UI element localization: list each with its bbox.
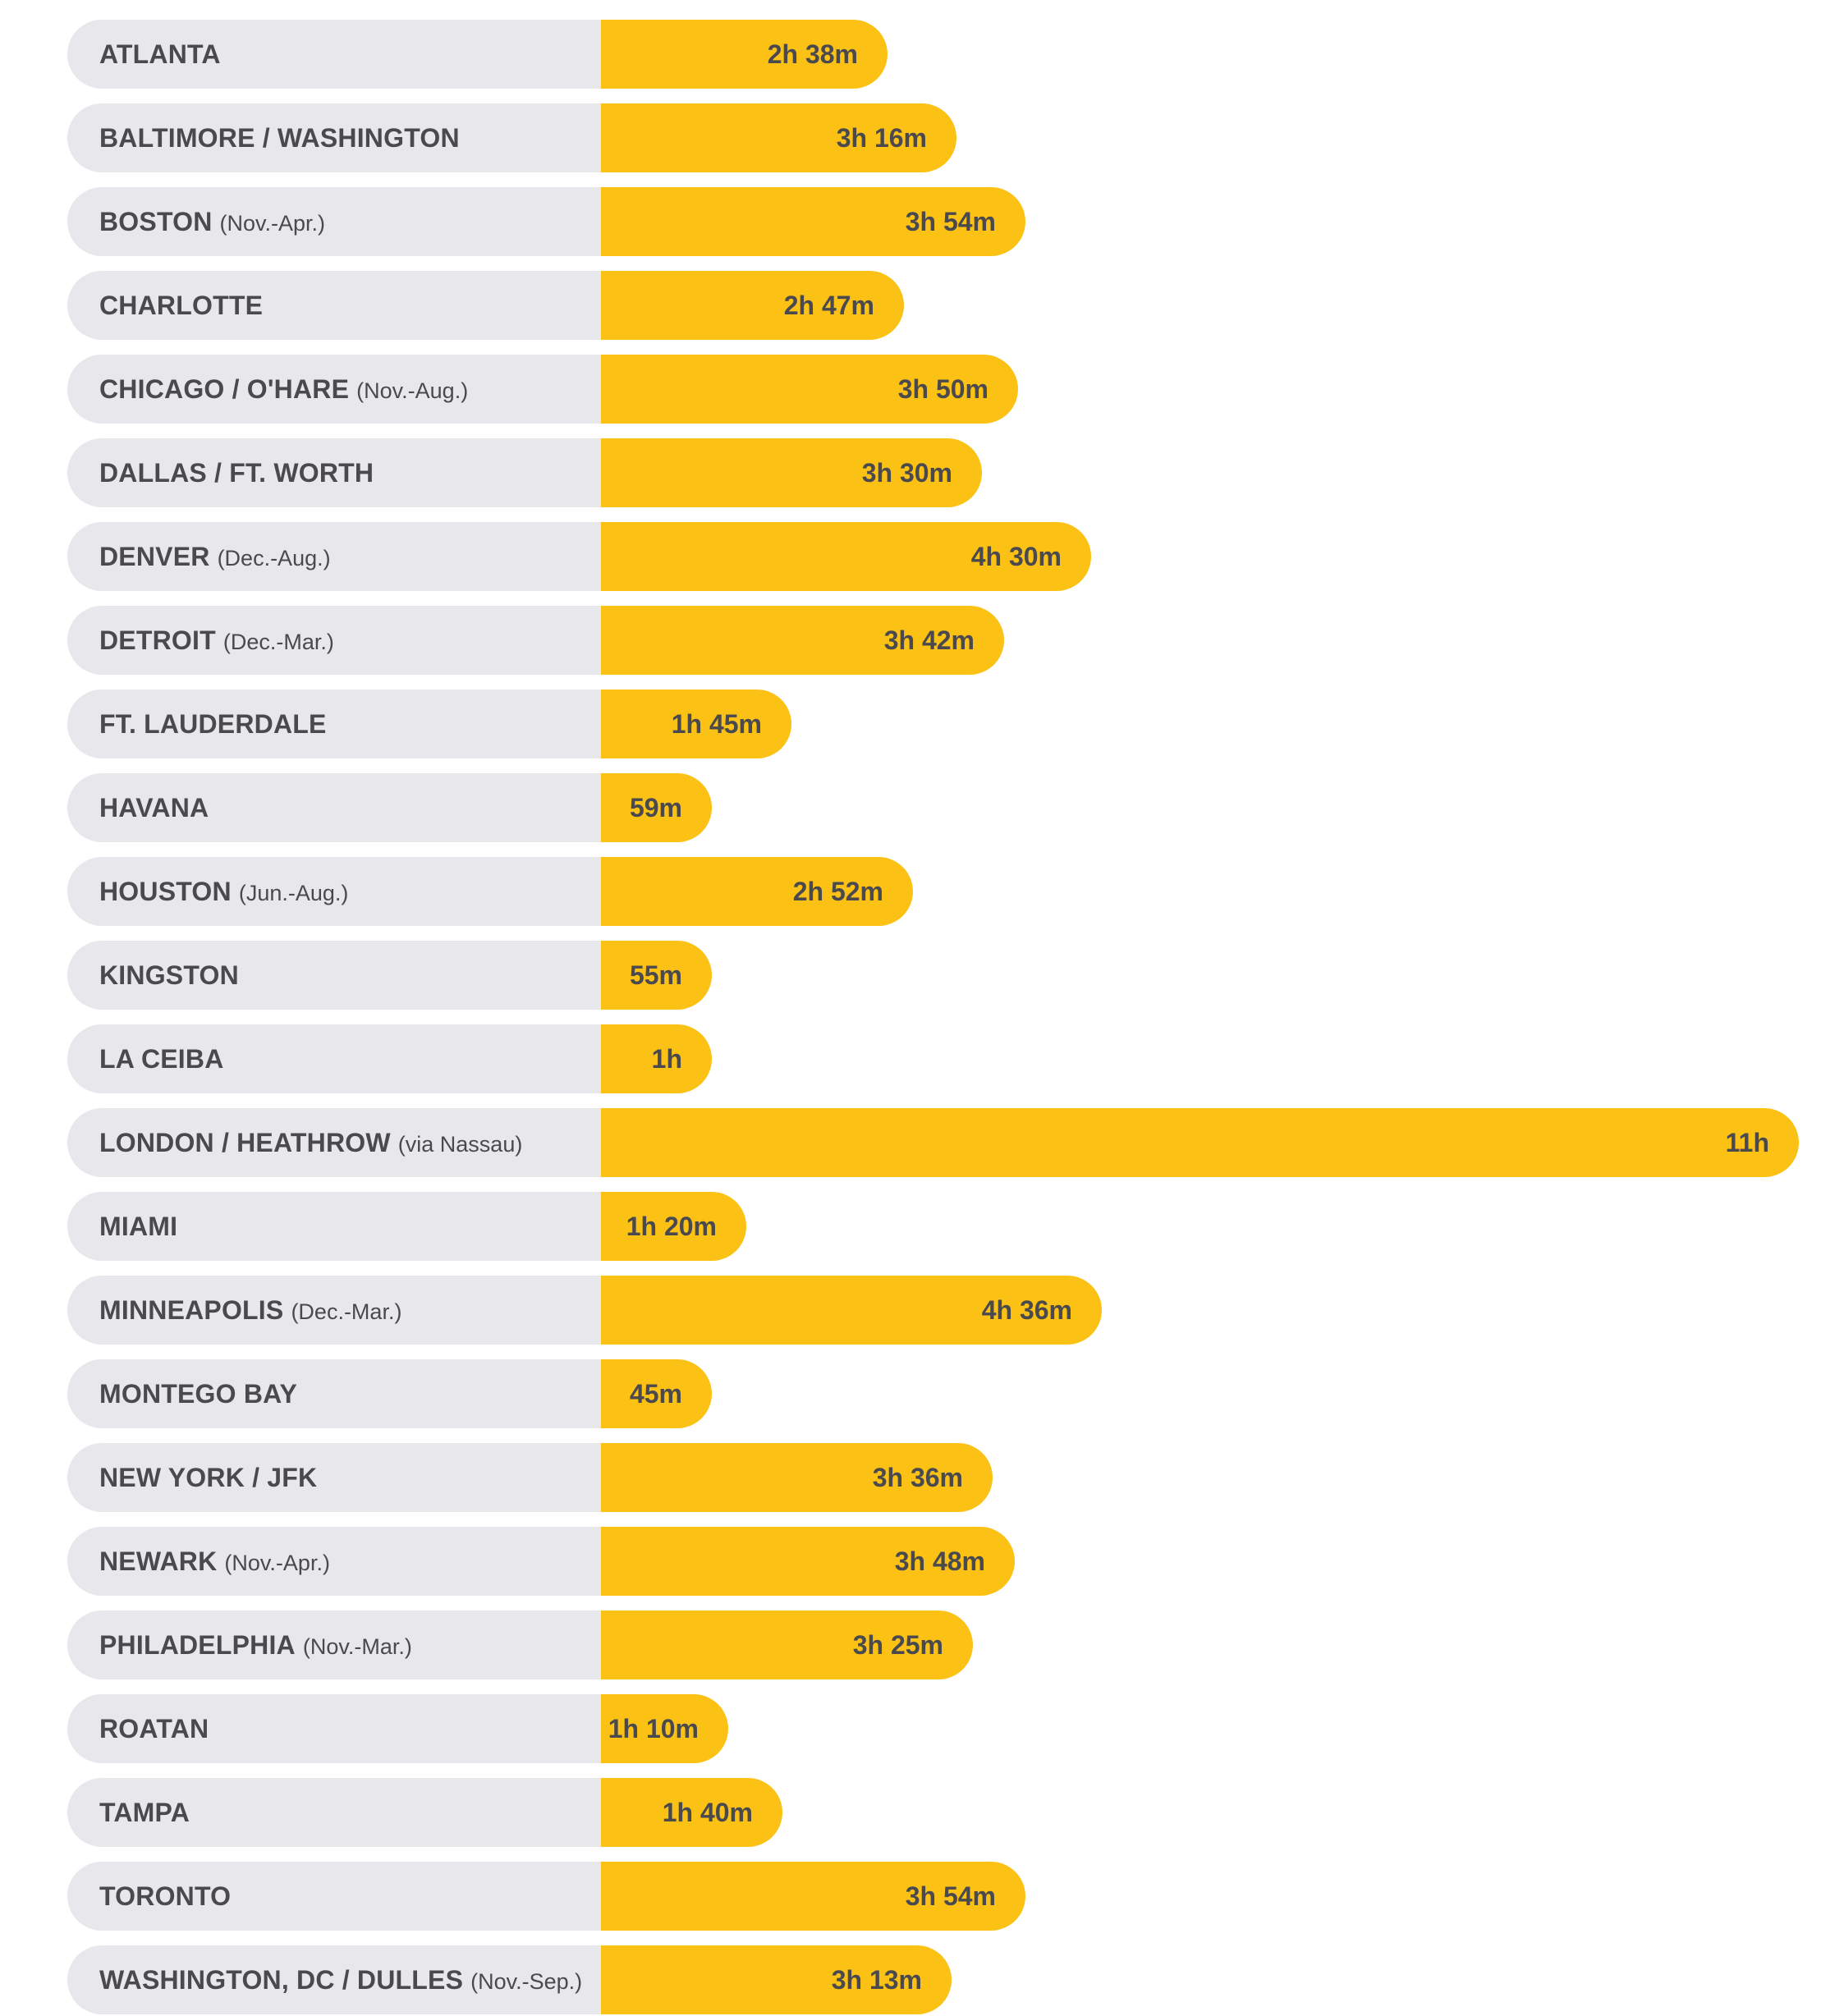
duration-value: 11h bbox=[1725, 1128, 1769, 1157]
row-label bbox=[99, 103, 460, 172]
city-name: NEW YORK / JFK bbox=[99, 1463, 318, 1492]
city-name: MIAMI bbox=[99, 1212, 178, 1241]
city-name: TORONTO bbox=[99, 1881, 232, 1911]
city-name: BOSTON bbox=[99, 207, 213, 236]
season-note: (Dec.-Mar.) bbox=[291, 1299, 402, 1324]
chart-row bbox=[0, 103, 1821, 172]
row-label bbox=[99, 1611, 412, 1679]
chart-row bbox=[0, 20, 1821, 89]
chart-row bbox=[0, 1527, 1821, 1596]
row-label bbox=[99, 941, 239, 1010]
row-label bbox=[99, 773, 209, 842]
city-name: KINGSTON bbox=[99, 960, 239, 990]
city-name: HAVANA bbox=[99, 793, 209, 822]
city-name: NEWARK bbox=[99, 1546, 218, 1576]
city-name: FT. LAUDERDALE bbox=[99, 709, 327, 739]
chart-row bbox=[0, 1862, 1821, 1931]
season-note: (Nov.-Sep.) bbox=[470, 1969, 583, 1994]
city-name: PHILADELPHIA bbox=[99, 1630, 296, 1660]
duration-value: 3h 25m bbox=[852, 1630, 943, 1660]
season-note: (Nov.-Apr.) bbox=[219, 211, 326, 236]
duration-value: 3h 42m bbox=[883, 625, 975, 655]
row-label bbox=[99, 1024, 224, 1093]
duration-value: 2h 52m bbox=[792, 877, 883, 906]
duration-value: 55m bbox=[629, 960, 682, 990]
duration-value: 3h 50m bbox=[897, 374, 988, 404]
row-label bbox=[99, 271, 263, 340]
chart-row bbox=[0, 1611, 1821, 1679]
chart-row bbox=[0, 941, 1821, 1010]
duration-value: 3h 16m bbox=[836, 123, 927, 153]
city-name: BALTIMORE / WASHINGTON bbox=[99, 123, 460, 153]
city-name: DENVER bbox=[99, 542, 210, 571]
season-note: (Nov.-Aug.) bbox=[356, 378, 469, 403]
chart-row bbox=[0, 1443, 1821, 1512]
row-label bbox=[99, 20, 221, 89]
row-label bbox=[99, 187, 325, 256]
city-name: ROATAN bbox=[99, 1714, 209, 1743]
duration-value: 4h 36m bbox=[981, 1295, 1072, 1325]
season-note: (Nov.-Mar.) bbox=[302, 1634, 412, 1659]
chart-row bbox=[0, 857, 1821, 926]
chart-row bbox=[0, 522, 1821, 591]
duration-value: 2h 47m bbox=[783, 291, 874, 320]
duration-value: 2h 38m bbox=[767, 39, 858, 69]
row-label bbox=[99, 1694, 209, 1763]
chart-row bbox=[0, 1694, 1821, 1763]
city-name: CHICAGO / O'HARE bbox=[99, 374, 350, 404]
row-label bbox=[99, 1108, 522, 1177]
row-label bbox=[99, 690, 327, 758]
row-label bbox=[99, 1276, 401, 1345]
chart-row bbox=[0, 1108, 1821, 1177]
chart-row bbox=[0, 187, 1821, 256]
chart-row bbox=[0, 1276, 1821, 1345]
row-label bbox=[99, 857, 348, 926]
city-name: ATLANTA bbox=[99, 39, 221, 69]
city-name: LONDON / HEATHROW bbox=[99, 1128, 391, 1157]
city-name: WASHINGTON, DC / DULLES bbox=[99, 1965, 464, 1995]
chart-row bbox=[0, 773, 1821, 842]
row-label bbox=[99, 1527, 330, 1596]
duration-value: 3h 30m bbox=[861, 458, 952, 488]
season-note: (Dec.-Aug.) bbox=[217, 546, 331, 570]
season-note: (Nov.-Apr.) bbox=[224, 1551, 330, 1575]
duration-value: 1h bbox=[651, 1044, 682, 1074]
city-name: TAMPA bbox=[99, 1798, 190, 1827]
duration-value: 3h 13m bbox=[831, 1965, 922, 1995]
row-label bbox=[99, 355, 468, 424]
row-label bbox=[99, 438, 374, 507]
chart-row bbox=[0, 438, 1821, 507]
city-name: DALLAS / FT. WORTH bbox=[99, 458, 374, 488]
duration-value: 3h 48m bbox=[894, 1546, 985, 1576]
row-label bbox=[99, 1192, 177, 1261]
duration-value: 45m bbox=[629, 1379, 682, 1409]
chart-row bbox=[0, 1359, 1821, 1428]
chart-row bbox=[0, 690, 1821, 758]
chart-row bbox=[0, 1778, 1821, 1847]
duration-value: 1h 40m bbox=[662, 1798, 753, 1827]
city-name: MINNEAPOLIS bbox=[99, 1295, 284, 1325]
city-name: MONTEGO BAY bbox=[99, 1379, 298, 1409]
row-label bbox=[99, 1945, 582, 2014]
chart-row bbox=[0, 1024, 1821, 1093]
duration-value: 1h 45m bbox=[671, 709, 762, 739]
row-label bbox=[99, 522, 331, 591]
city-name: LA CEIBA bbox=[99, 1044, 224, 1074]
city-name: CHARLOTTE bbox=[99, 291, 264, 320]
city-name: DETROIT bbox=[99, 625, 216, 655]
duration-value: 3h 54m bbox=[905, 207, 996, 236]
duration-value: 59m bbox=[629, 793, 682, 822]
city-name: HOUSTON bbox=[99, 877, 232, 906]
chart-row bbox=[0, 1945, 1821, 2014]
season-note: (Dec.-Mar.) bbox=[222, 630, 334, 654]
chart-row bbox=[0, 606, 1821, 675]
row-label bbox=[99, 1359, 297, 1428]
row-label bbox=[99, 1443, 317, 1512]
chart-row bbox=[0, 271, 1821, 340]
row-label bbox=[99, 1778, 190, 1847]
duration-value: 4h 30m bbox=[970, 542, 1062, 571]
duration-value: 1h 20m bbox=[626, 1212, 717, 1241]
row-label bbox=[99, 606, 334, 675]
duration-value: 3h 36m bbox=[872, 1463, 963, 1492]
chart-row bbox=[0, 355, 1821, 424]
duration-value: 1h 10m bbox=[608, 1714, 699, 1743]
season-note: (via Nassau) bbox=[397, 1132, 523, 1157]
season-note: (Jun.-Aug.) bbox=[238, 881, 349, 905]
duration-value: 3h 54m bbox=[905, 1881, 996, 1911]
row-label bbox=[99, 1862, 231, 1931]
chart-row bbox=[0, 1192, 1821, 1261]
